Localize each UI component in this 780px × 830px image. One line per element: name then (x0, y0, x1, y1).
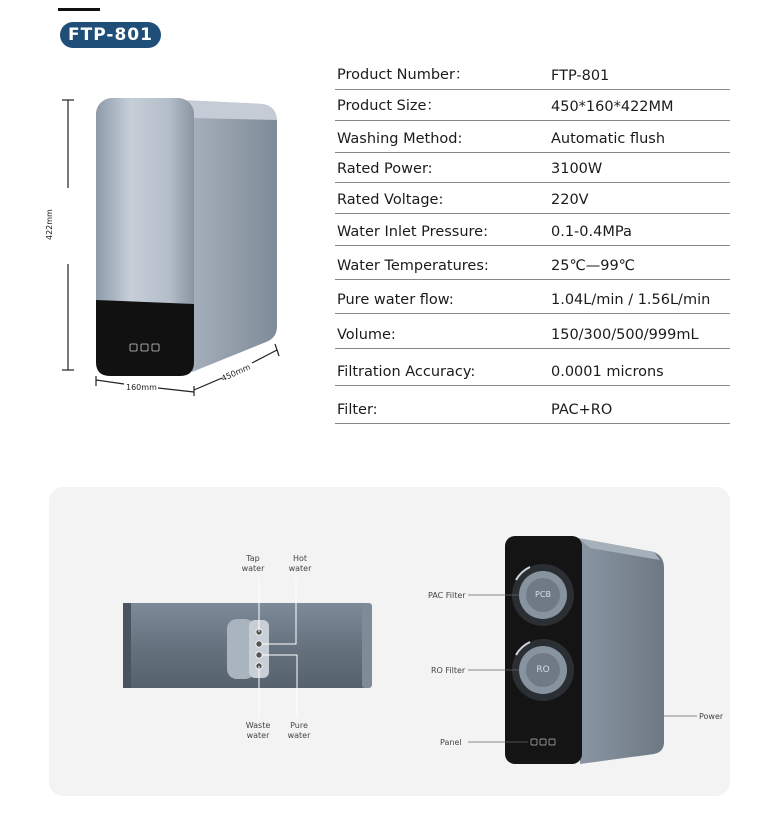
spec-value: 220V (551, 192, 589, 208)
spec-value: 0.0001 microns (551, 364, 664, 380)
spec-label: Product Number： (337, 67, 470, 83)
spec-label: Rated Power: (337, 161, 433, 177)
pac-filter-label: PAC Filter (428, 591, 466, 600)
spec-label: Filter: (337, 402, 378, 418)
spec-value: 0.1-0.4MPa (551, 224, 632, 240)
pcb-mark: PCB (535, 590, 551, 599)
spec-value: 1.04L/min / 1.56L/min (551, 292, 711, 308)
spec-label: Volume: (337, 327, 396, 343)
tap-water-label: Tap water (241, 554, 265, 573)
port-waste (256, 652, 262, 658)
spec-value: 150/300/500/999mL (551, 327, 699, 343)
spec-label: Pure water flow: (337, 292, 454, 308)
height-label: 422mm (45, 209, 54, 240)
spec-value: 3100W (551, 161, 603, 177)
panel-label: Panel (440, 738, 462, 747)
model-badge: FTP-801 (60, 22, 161, 48)
spec-value: 25℃—99℃ (551, 258, 635, 274)
ro-filter-label: RO Filter (431, 666, 466, 675)
spec-value: PAC+RO (551, 402, 613, 418)
ro-mark: RO (536, 665, 550, 675)
width-label: 450mm (220, 362, 252, 384)
unit-side-panel (578, 538, 664, 764)
spec-value: 450*160*422MM (551, 99, 674, 115)
waste-water-label: Waste water (245, 721, 271, 740)
spec-label: Rated Voltage: (337, 192, 444, 208)
depth-label: 160mm (126, 383, 157, 392)
power-label: Power (699, 712, 724, 721)
hot-water-label: Hot water (288, 554, 312, 573)
spec-value: Automatic flush (551, 131, 666, 147)
spec-label: Water Inlet Pressure: (337, 224, 488, 240)
spec-label: Product Size： (337, 98, 441, 114)
spec-label: Water Temperatures: (337, 258, 489, 274)
port-hot (256, 641, 262, 647)
spec-value: FTP-801 (551, 68, 610, 84)
pure-water-label: Pure water (287, 721, 311, 740)
spec-label: Washing Method: (337, 131, 463, 147)
spec-label: Filtration Accuracy: (337, 364, 476, 380)
